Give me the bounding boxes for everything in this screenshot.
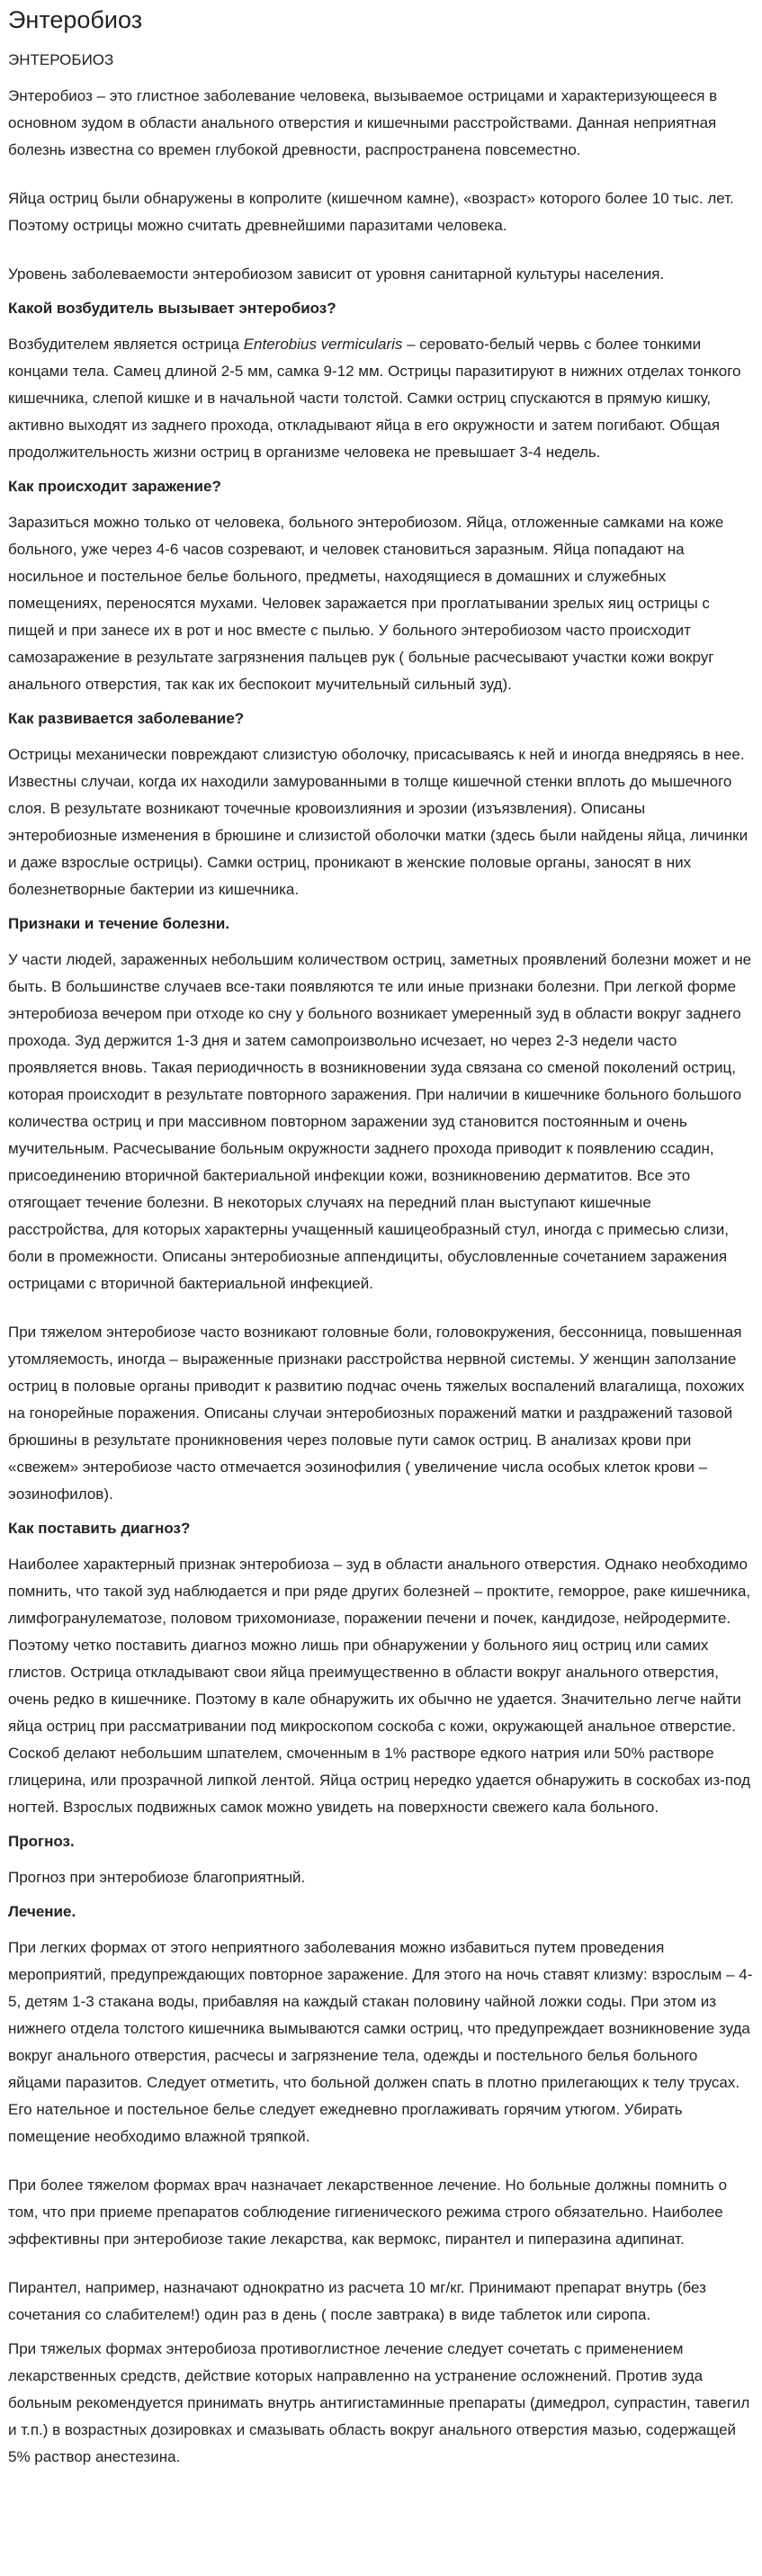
page-title: Энтеробиоз bbox=[8, 6, 143, 33]
section-heading-pathogen: Какой возбудитель вызывает энтеробиоз? bbox=[8, 300, 336, 317]
section-heading-development: Как развивается заболевание? bbox=[8, 710, 245, 727]
intro-paragraph: Энтеробиоз – это глистное заболевание человека, вызываемое острицами и характеризующееся в основном зудом в области анального отверстия и кишечными расстройствами. Данная неприятная болезнь известна со времен глубокой древности, распространена повсеместно. bbox=[8, 87, 718, 158]
symptoms-paragraph: При тяжелом энтеробиозе часто возникают головные боли, головокружения, бессонница, повышенная утомляемость, иногда – выраженные признаки расстройства нервной системы. У женщин заползание остриц в половые органы приводит к развитию подчас очень тяжелых воспалений влагалища, похожих на гонорейные поражения. Описаны случаи энтеробиозных поражений матки и раздражений тазовой брюшины в результате проникновения через половые пути самок остриц. В анализах крови при «свежем» энтеробиозе часто отмечается эозинофилия ( увеличение числа особых клеток крови – эозинофилов). bbox=[8, 1324, 745, 1503]
treatment-paragraph: Пирантел, например, назначают однократно из расчета 10 мг/кг. Принимают препарат внутрь (без сочетания со слабителем!) один раз в день ( после завтрака) в виде таблеток или сиропа. bbox=[8, 2279, 706, 2323]
section-heading-prognosis: Прогноз. bbox=[8, 1833, 75, 1850]
article-subtitle: ЭНТЕРОБИОЗ bbox=[8, 51, 114, 68]
infection-paragraph: Заразиться можно только от человека, больного энтеробиозом. Яйца, отложенные самками на коже больного, уже через 4-6 часов созревают, и человек становиться заразным. Яйца попадают на носильное и постельное белье больного, предметы, находящиеся в домашних и служебных помещениях, переносятся мухами. Человек заражается при проглатывании зрелых яиц острицы с пищей и при занесе их в рот и нос вместе с пылью. У больного энтеробиозом часто происходит самозаражение в результате загрязнения пальцев рук ( больные расчесывают участки кожи вокруг анального отверстия, так как их беспокоит мучительный сильный зуд). bbox=[8, 514, 724, 693]
intro-paragraph: Уровень заболеваемости энтеробиозом зависит от уровня санитарной культуры населения. bbox=[8, 265, 665, 283]
section-heading-treatment: Лечение. bbox=[8, 1903, 76, 1920]
diagnosis-paragraph: Наиболее характерный признак энтеробиоза – зуд в области анального отверстия. Однако необходимо помнить, что такой зуд наблюдается и при ряде других болезней – проктите, геморрое, раке кишечника, лимфогранулематозе, половом трихомониазе, поражении печени и почек, кандидозе, нейродермите. Поэтому четко поставить диагноз можно лишь при обнаружении у больного яиц остриц или самих глистов. Острица откладывают свои яйца преимущественно в области вокруг анального отверстия, очень редко в кишечнике. Поэтому в кале обнаружить их обычно не удается. Значительно легче найти яйца остриц при рассматривании под микроскопом соскоба с кожи, окружающей анальное отверстие. Соскоб делают небольшим шпателем, смоченным в 1% растворе едкого натрия или 50% растворе глицерина, или прозрачной липкой лентой. Яйца остриц нередко удается обнаружить в соскобах из-под ногтей. Взрослых подвижных самок можно увидеть на поверхности свежего кала больного. bbox=[8, 1556, 751, 1816]
pathogen-text-start: Возбудителем является острица bbox=[8, 336, 244, 353]
pathogen-text-end: – серовато-белый червь с более тонкими концами тела. Самец длиной 2-5 мм, самка 9-12 мм. Острицы паразитируют в нижних отделах тонкого кишечника, слепой кишке и в начальной части толстой. Самки остриц спускаются в прямую кишку, активно выходят из заднего прохода, откладывают яйца в его окружности и затем погибают. Общая продолжительность жизни остриц в организме человека не превышает 3-4 недель. bbox=[8, 336, 741, 461]
prognosis-paragraph: Прогноз при энтеробиозе благоприятный. bbox=[8, 1869, 306, 1886]
pathogen-paragraph bbox=[8, 331, 754, 466]
treatment-paragraph: При более тяжелом формах врач назначает лекарственное лечение. Но больные должны помнить о том, что при приеме препаратов соблюдение гигиенического режима строго обязательно. Наиболее эффективны при энтеробиозе такие лекарства, как вермокс, пирантел и пиперазина адипинат. bbox=[8, 2177, 728, 2248]
treatment-paragraph: При тяжелых формах энтеробиоза противоглистное лечение следует сочетать с применением лекарственных средств, действие которых направленно на устранение осложнений. Против зуда больным рекомендуется принимать внутрь антигистаминные препараты (димедрол, супрастин, тавегил и т.п.) в возрастных дозировках и смазывать область вокруг анального отверстия мазью, содержащей 5% раствор анестезина. bbox=[8, 2340, 750, 2465]
treatment-paragraph: При легких формах от этого неприятного заболевания можно избавиться путем проведения мероприятий, предупреждающих повторное заражение. Для этого на ночь ставят клизму: взрослым – 4-5, детям 1-3 стакана воды, прибавляя на каждый стакан половину чайной ложки соды. При этом из нижнего отдела толстого кишечника вымываются самки остриц, что предупреждает возникновение зуда вокруг анального отверстия, расчесы и загрязнение тела, одежды и постельного белья больного яйцами паразитов. Следует отметить, что больной должен спать в плотно прилегающих к телу трусах. Его нательное и постельное белье следует ежедневно проглаживать горячим утюгом. Убирать помещение необходимо влажной тряпкой. bbox=[8, 1939, 753, 2145]
latin-species-name: Enterobius vermicularis bbox=[243, 336, 403, 353]
section-heading-diagnosis: Как поставить диагноз? bbox=[8, 1520, 191, 1537]
development-paragraph: Острицы механически повреждают слизистую оболочку, присасываясь к ней и иногда внедряясь в нее. Известны случаи, когда их находили замурованными в толще кишечной стенки вплоть до мышечного слоя. В результате возникают точечные кровоизлияния и эрозии (изъязвления). Описаны энтеробиозные изменения в брюшине и слизистой оболочки матки (здесь были найдены яйца, личинки и даже взрослые острицы). Самки остриц, проникают в женские половые органы, заносят в них болезнетворные бактерии из кишечника. bbox=[8, 746, 749, 898]
section-heading-symptoms: Признаки и течение болезни. bbox=[8, 915, 230, 932]
section-heading-infection: Как происходит заражение? bbox=[8, 478, 221, 495]
symptoms-paragraph: У части людей, зараженных небольшим количеством остриц, заметных проявлений болезни может и не быть. В большинстве случаев все-таки появляются те или иные признаки болезни. При легкой форме энтеробиоза вечером при отходе ко сну у больного возникает умеренный зуд в области вокруг заднего прохода. Зуд держится 1-3 дня и затем самопроизвольно исчезает, но через 2-3 недели часто проявляется вновь. Такая периодичность в возникновении зуда связана со сменой поколений остриц, которая происходит в результате повторного заражения. При наличии в кишечнике больного большого количества остриц и при массивном повторном заражении зуд становится постоянным и очень мучительным. Расчесывание больным окружности заднего прохода приводит к появлению ссадин, присоединению вторичной бактериальной инфекции кожи, возникновению дерматитов. Все это отягощает течение болезни. В некоторых случаях на передний план выступают кишечные расстройства, для которых характерны учащенный кашицеобразный стул, иногда с примесью слизи, боли в промежности. Описаны энтеробиозные аппендициты, обусловленные сочетанием заражения острицами с вторичной бактериальной инфекцией. bbox=[8, 951, 752, 1292]
intro-paragraph: Яйца остриц были обнаружены в копролите (кишечном камне), «возраст» которого более 10 тыс. лет. Поэтому острицы можно считать древнейшими паразитами человека. bbox=[8, 190, 734, 234]
